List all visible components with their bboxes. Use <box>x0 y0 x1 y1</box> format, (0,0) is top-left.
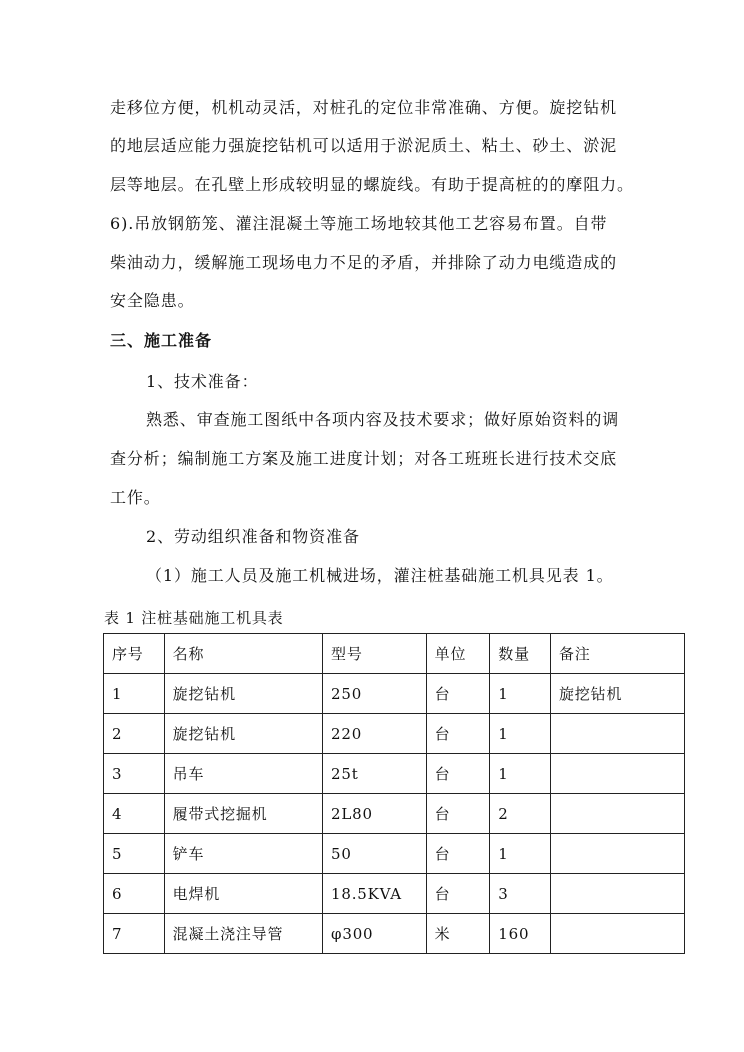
table-row <box>104 914 685 954</box>
table-cell: 18.5KVA <box>323 874 427 914</box>
header-cell: 序号 <box>104 634 165 674</box>
table-cell: φ300 <box>323 914 427 954</box>
table-cell: 2 <box>104 714 165 754</box>
table-cell: 台 <box>426 794 490 834</box>
table-cell: 1 <box>104 674 165 714</box>
table-cell: 旋挖钻机 <box>550 674 684 714</box>
paragraph-line: 柴油动力，缓解施工现场电力不足的矛盾，并排除了动力电缆造成的 <box>110 253 618 272</box>
table-cell: 3 <box>490 874 551 914</box>
table-row <box>104 674 685 714</box>
header-cell: 数量 <box>490 634 551 674</box>
table-cell: 1 <box>490 714 551 754</box>
table-cell: 3 <box>104 754 165 794</box>
table-cell: 米 <box>426 914 490 954</box>
table-header-row <box>104 634 685 674</box>
table-row <box>104 794 685 834</box>
header-cell: 备注 <box>550 634 684 674</box>
paragraph-line: 工作。 <box>110 488 161 507</box>
table-cell: 旋挖钻机 <box>164 674 322 714</box>
paragraph-line: 安全隐患。 <box>110 291 195 310</box>
table-cell: 1 <box>490 754 551 794</box>
table-cell: 2 <box>490 794 551 834</box>
table-row <box>104 874 685 914</box>
paragraph-line: 走移位方便，机机动灵活，对桩孔的定位非常准确、方便。旋挖钻机 <box>110 98 618 117</box>
table-cell: 250 <box>323 674 427 714</box>
table-cell: 吊车 <box>164 754 322 794</box>
table-cell: 混凝土浇注导管 <box>164 914 322 954</box>
table-cell <box>550 914 684 954</box>
table-cell: 160 <box>490 914 551 954</box>
table-cell: 5 <box>104 834 165 874</box>
paragraph-line: 查分析；编制施工方案及施工进度计划；对各工班班长进行技术交底 <box>110 449 618 468</box>
table-cell: 电焊机 <box>164 874 322 914</box>
subsection-title: 1、技术准备： <box>146 372 259 391</box>
equipment-table <box>103 633 685 954</box>
paragraph-line: 层等地层。在孔壁上形成较明显的螺旋线。有助于提高桩的的摩阻力。 <box>110 175 634 194</box>
table-cell: 铲车 <box>164 834 322 874</box>
paragraph-line: 熟悉、审查施工图纸中各项内容及技术要求；做好原始资料的调 <box>146 410 620 429</box>
table-cell: 220 <box>323 714 427 754</box>
paragraph-line: 的地层适应能力强旋挖钻机可以适用于淤泥质土、粘土、砂土、淤泥 <box>110 136 618 155</box>
table-row <box>104 754 685 794</box>
table-cell: 台 <box>426 874 490 914</box>
table-caption: 表 1 注桩基础施工机具表 <box>104 609 284 627</box>
table-cell: 4 <box>104 794 165 834</box>
header-cell: 单位 <box>426 634 490 674</box>
table-cell: 台 <box>426 714 490 754</box>
table-row <box>104 714 685 754</box>
header-cell: 名称 <box>164 634 322 674</box>
table-cell: 25t <box>323 754 427 794</box>
section-heading: 三、施工准备 <box>110 331 213 350</box>
table-row <box>104 834 685 874</box>
table-cell: 旋挖钻机 <box>164 714 322 754</box>
table-cell: 2L80 <box>323 794 427 834</box>
table-cell <box>550 834 684 874</box>
table-cell <box>550 794 684 834</box>
table-cell <box>550 754 684 794</box>
table-cell <box>550 874 684 914</box>
table-cell: 台 <box>426 674 490 714</box>
header-cell: 型号 <box>323 634 427 674</box>
table-cell: 1 <box>490 834 551 874</box>
subsection-title: 2、劳动组织准备和物资准备 <box>146 527 360 546</box>
table-cell: 1 <box>490 674 551 714</box>
table-cell: 台 <box>426 754 490 794</box>
table-cell <box>550 714 684 754</box>
table-cell: 50 <box>323 834 427 874</box>
table-cell: 台 <box>426 834 490 874</box>
table-cell: 7 <box>104 914 165 954</box>
paragraph-line: （1）施工人员及施工机械进场，灌注桩基础施工机具见表 1。 <box>146 566 614 585</box>
table-cell: 6 <box>104 874 165 914</box>
table-cell: 履带式挖掘机 <box>164 794 322 834</box>
paragraph-line: 6).吊放钢筋笼、灌注混凝土等施工场地较其他工艺容易布置。自带 <box>110 214 608 233</box>
